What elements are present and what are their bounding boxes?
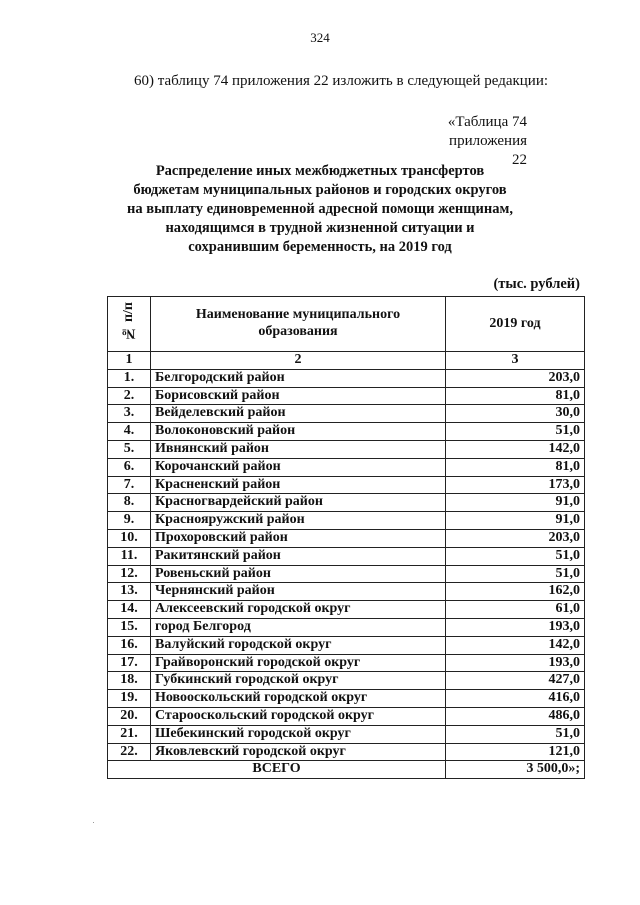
allocation-table: [107, 296, 585, 779]
row-name: Краснояружский район: [151, 512, 446, 530]
row-name: Прохоровский район: [151, 529, 446, 547]
table-row: [108, 565, 585, 583]
row-name: Шебекинский городской округ: [151, 725, 446, 743]
row-number: 20.: [108, 707, 151, 725]
table-reference-line: приложения 22: [449, 133, 527, 168]
page-number: 324: [310, 30, 330, 45]
row-name: Валуйский городской округ: [151, 636, 446, 654]
row-value: 91,0: [446, 494, 585, 512]
table-row: [108, 583, 585, 601]
row-value: 193,0: [446, 618, 585, 636]
table-row: [108, 405, 585, 423]
header-name-line: образования: [258, 324, 338, 339]
row-number: 21.: [108, 725, 151, 743]
table-row: [108, 512, 585, 530]
row-value: 61,0: [446, 601, 585, 619]
table-row: [108, 440, 585, 458]
row-name: Красненский район: [151, 476, 446, 494]
row-name: Ровеньский район: [151, 565, 446, 583]
row-number: 9.: [108, 512, 151, 530]
row-number: 11.: [108, 547, 151, 565]
header-num: [108, 297, 151, 352]
scan-speck: [93, 822, 94, 823]
row-name: Алексеевский городской округ: [151, 601, 446, 619]
row-name: Губкинский городской округ: [151, 672, 446, 690]
table-title: [80, 162, 560, 257]
table-row: [108, 707, 585, 725]
row-number: 22.: [108, 743, 151, 761]
table-row: [108, 529, 585, 547]
row-value: 51,0: [446, 423, 585, 441]
index-cell: 2: [151, 352, 446, 370]
row-value: 486,0: [446, 707, 585, 725]
table-reference-line: «Таблица 74: [447, 114, 527, 130]
table-row: [108, 654, 585, 672]
row-number: 18.: [108, 672, 151, 690]
row-number: 4.: [108, 423, 151, 441]
title-line: Распределение иных межбюджетных трансфертов: [155, 163, 485, 179]
total-value: 3 500,0»;: [446, 761, 585, 779]
row-name: Борисовский район: [151, 387, 446, 405]
row-number: 13.: [108, 583, 151, 601]
row-value: 51,0: [446, 547, 585, 565]
table-row: [108, 690, 585, 708]
row-value: 142,0: [446, 636, 585, 654]
header-num-label: № п/п: [120, 301, 136, 341]
header-row: [108, 297, 585, 352]
row-number: 15.: [108, 618, 151, 636]
row-value: 162,0: [446, 583, 585, 601]
table-row: [108, 743, 585, 761]
row-number: 1.: [108, 369, 151, 387]
row-value: 91,0: [446, 512, 585, 530]
row-value: 81,0: [446, 458, 585, 476]
table-row: [108, 387, 585, 405]
row-value: 203,0: [446, 369, 585, 387]
title-line: на выплату единовременной адресной помощи женщинам,: [127, 201, 513, 217]
row-name: Чернянский район: [151, 583, 446, 601]
table-row: [108, 672, 585, 690]
row-name: Корочанский район: [151, 458, 446, 476]
row-value: 203,0: [446, 529, 585, 547]
header-name-line: Наименование муниципального: [195, 307, 401, 323]
row-name: Старооскольский городской округ: [151, 707, 446, 725]
row-name: Яковлевский городской округ: [151, 743, 446, 761]
row-number: 8.: [108, 494, 151, 512]
title-line: находящимся в трудной жизненной ситуации и: [165, 220, 475, 236]
row-number: 16.: [108, 636, 151, 654]
row-number: 12.: [108, 565, 151, 583]
row-name: Грайворонский городской округ: [151, 654, 446, 672]
row-value: 81,0: [446, 387, 585, 405]
total-row: [108, 761, 585, 779]
table-row: [108, 423, 585, 441]
index-cell: 1: [108, 352, 151, 370]
table-row: [108, 725, 585, 743]
index-row: [108, 352, 585, 370]
total-label: ВСЕГО: [108, 761, 446, 779]
table-row: [108, 601, 585, 619]
title-line: сохранившим беременность, на 2019 год: [188, 239, 452, 255]
row-value: 416,0: [446, 690, 585, 708]
header-name: [151, 297, 446, 352]
row-value: 173,0: [446, 476, 585, 494]
index-cell: 3: [446, 352, 585, 370]
row-value: 51,0: [446, 565, 585, 583]
row-value: 30,0: [446, 405, 585, 423]
table-row: [108, 636, 585, 654]
row-value: 121,0: [446, 743, 585, 761]
row-number: 17.: [108, 654, 151, 672]
title-line: бюджетам муниципальных районов и городских округов: [133, 182, 507, 198]
row-name: Ивнянский район: [151, 440, 446, 458]
row-number: 6.: [108, 458, 151, 476]
row-value: 51,0: [446, 725, 585, 743]
intro-text: 60) таблицу 74 приложения 22 изложить в следующей редакции:: [134, 73, 549, 89]
units-label: (тыс. рублей): [493, 276, 580, 292]
row-number: 7.: [108, 476, 151, 494]
row-name: Волоконовский район: [151, 423, 446, 441]
table-row: [108, 476, 585, 494]
table-row: [108, 369, 585, 387]
header-year: 2019 год: [446, 297, 585, 352]
table-row: [108, 547, 585, 565]
row-number: 19.: [108, 690, 151, 708]
row-name: Новооскольский городской округ: [151, 690, 446, 708]
row-number: 5.: [108, 440, 151, 458]
row-value: 193,0: [446, 654, 585, 672]
table-row: [108, 494, 585, 512]
row-number: 14.: [108, 601, 151, 619]
table-row: [108, 618, 585, 636]
row-value: 427,0: [446, 672, 585, 690]
table-row: [108, 458, 585, 476]
row-name: Красногвардейский район: [151, 494, 446, 512]
row-name: Белгородский район: [151, 369, 446, 387]
row-name: Вейделевский район: [151, 405, 446, 423]
row-number: 2.: [108, 387, 151, 405]
row-number: 10.: [108, 529, 151, 547]
row-value: 142,0: [446, 440, 585, 458]
row-name: город Белгород: [151, 618, 446, 636]
row-name: Ракитянский район: [151, 547, 446, 565]
row-number: 3.: [108, 405, 151, 423]
